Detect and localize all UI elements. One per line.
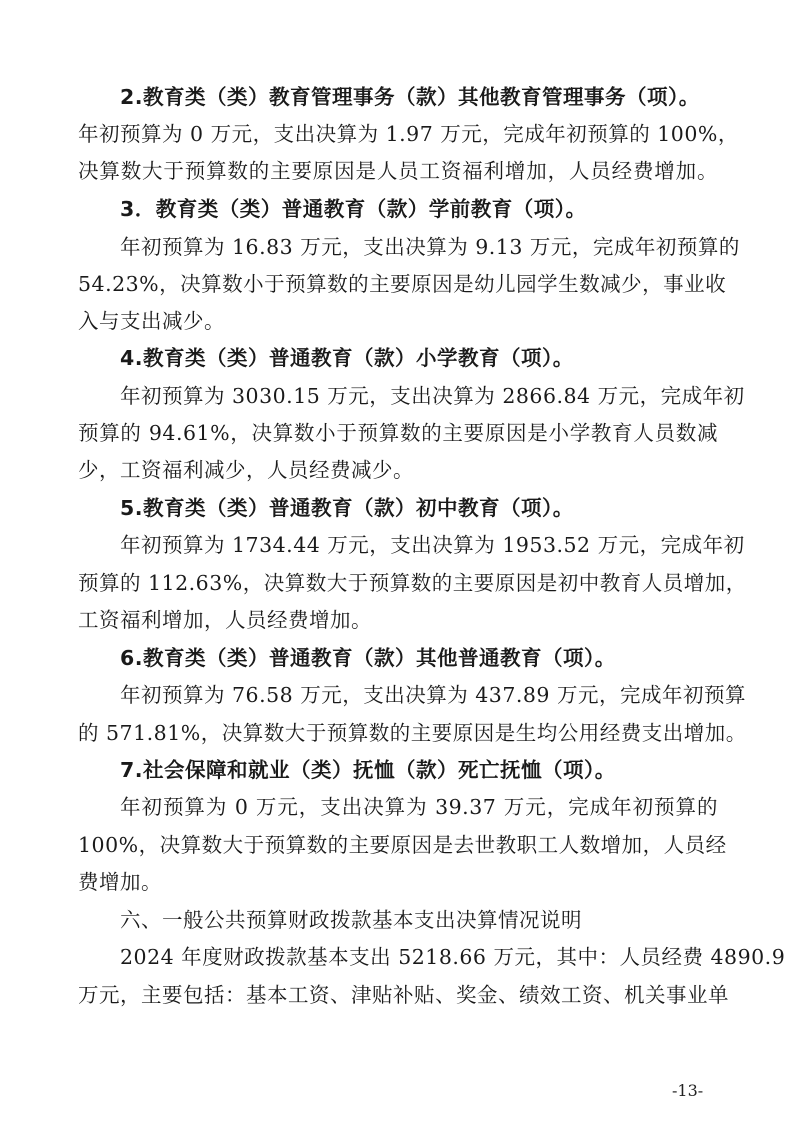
item-5-body-line-2: 预算的 112.63%，决算数大于预算数的主要原因是初中教育人员增加，	[78, 571, 747, 595]
item-5-body-line-1: 年初预算为 1734.44 万元，支出决算为 1953.52 万元，完成年初	[120, 533, 745, 557]
item-7-body-line-1: 年初预算为 0 万元，支出决算为 39.37 万元，完成年初预算的	[120, 795, 718, 819]
item-4-body-line-2: 预算的 94.61%，决算数小于预算数的主要原因是小学教育人员数减	[78, 421, 718, 445]
item-2-heading: 2.教育类（类）教育管理事务（款）其他教育管理事务（项）。	[120, 85, 700, 109]
item-3-body-line-2: 54.23%，决算数小于预算数的主要原因是幼儿园学生数减少，事业收	[78, 272, 727, 296]
item-3-body-line-3: 入与支出减少。	[78, 309, 225, 333]
section-title: 六、一般公共预算财政拨款基本支出决算情况说明	[120, 908, 582, 932]
item-5-heading: 5.教育类（类）普通教育（款）初中教育（项）。	[120, 496, 574, 520]
item-6-body-line-1: 年初预算为 76.58 万元，支出决算为 437.89 万元，完成年初预算	[120, 683, 746, 707]
item-2-body-line-2: 决算数大于预算数的主要原因是人员工资福利增加，人员经费增加。	[78, 159, 718, 183]
item-7-body-line-3: 费增加。	[78, 870, 162, 894]
item-4-body-line-3: 少，工资福利减少，人员经费减少。	[78, 458, 414, 482]
item-4-body-line-1: 年初预算为 3030.15 万元，支出决算为 2866.84 万元，完成年初	[120, 384, 745, 408]
item-6-heading: 6.教育类（类）普通教育（款）其他普通教育（项）。	[120, 646, 616, 670]
item-5-body-line-3: 工资福利增加，人员经费增加。	[78, 608, 372, 632]
item-7-body-line-2: 100%，决算数大于预算数的主要原因是去世教职工人数增加，人员经	[78, 833, 727, 857]
item-6-body-line-2: 的 571.81%，决算数大于预算数的主要原因是生均公用经费支出增加。	[78, 721, 747, 745]
item-3-heading: 3．教育类（类）普通教育（款）学前教育（项）。	[120, 197, 587, 221]
item-7-heading: 7.社会保障和就业（类）抚恤（款）死亡抚恤（项）。	[120, 758, 616, 782]
item-4-heading: 4.教育类（类）普通教育（款）小学教育（项）。	[120, 346, 574, 370]
item-3-body-line-1: 年初预算为 16.83 万元，支出决算为 9.13 万元，完成年初预算的	[120, 235, 740, 259]
section-body-line-2: 万元，主要包括：基本工资、津贴补贴、奖金、绩效工资、机关事业单	[78, 983, 729, 1007]
item-2-body-line-1: 年初预算为 0 万元，支出决算为 1.97 万元，完成年初预算的 100%，	[78, 122, 739, 146]
page-number: -13-	[672, 1081, 704, 1100]
section-body-line-1: 2024 年度财政拨款基本支出 5218.66 万元，其中：人员经费 4890.9	[120, 945, 786, 969]
